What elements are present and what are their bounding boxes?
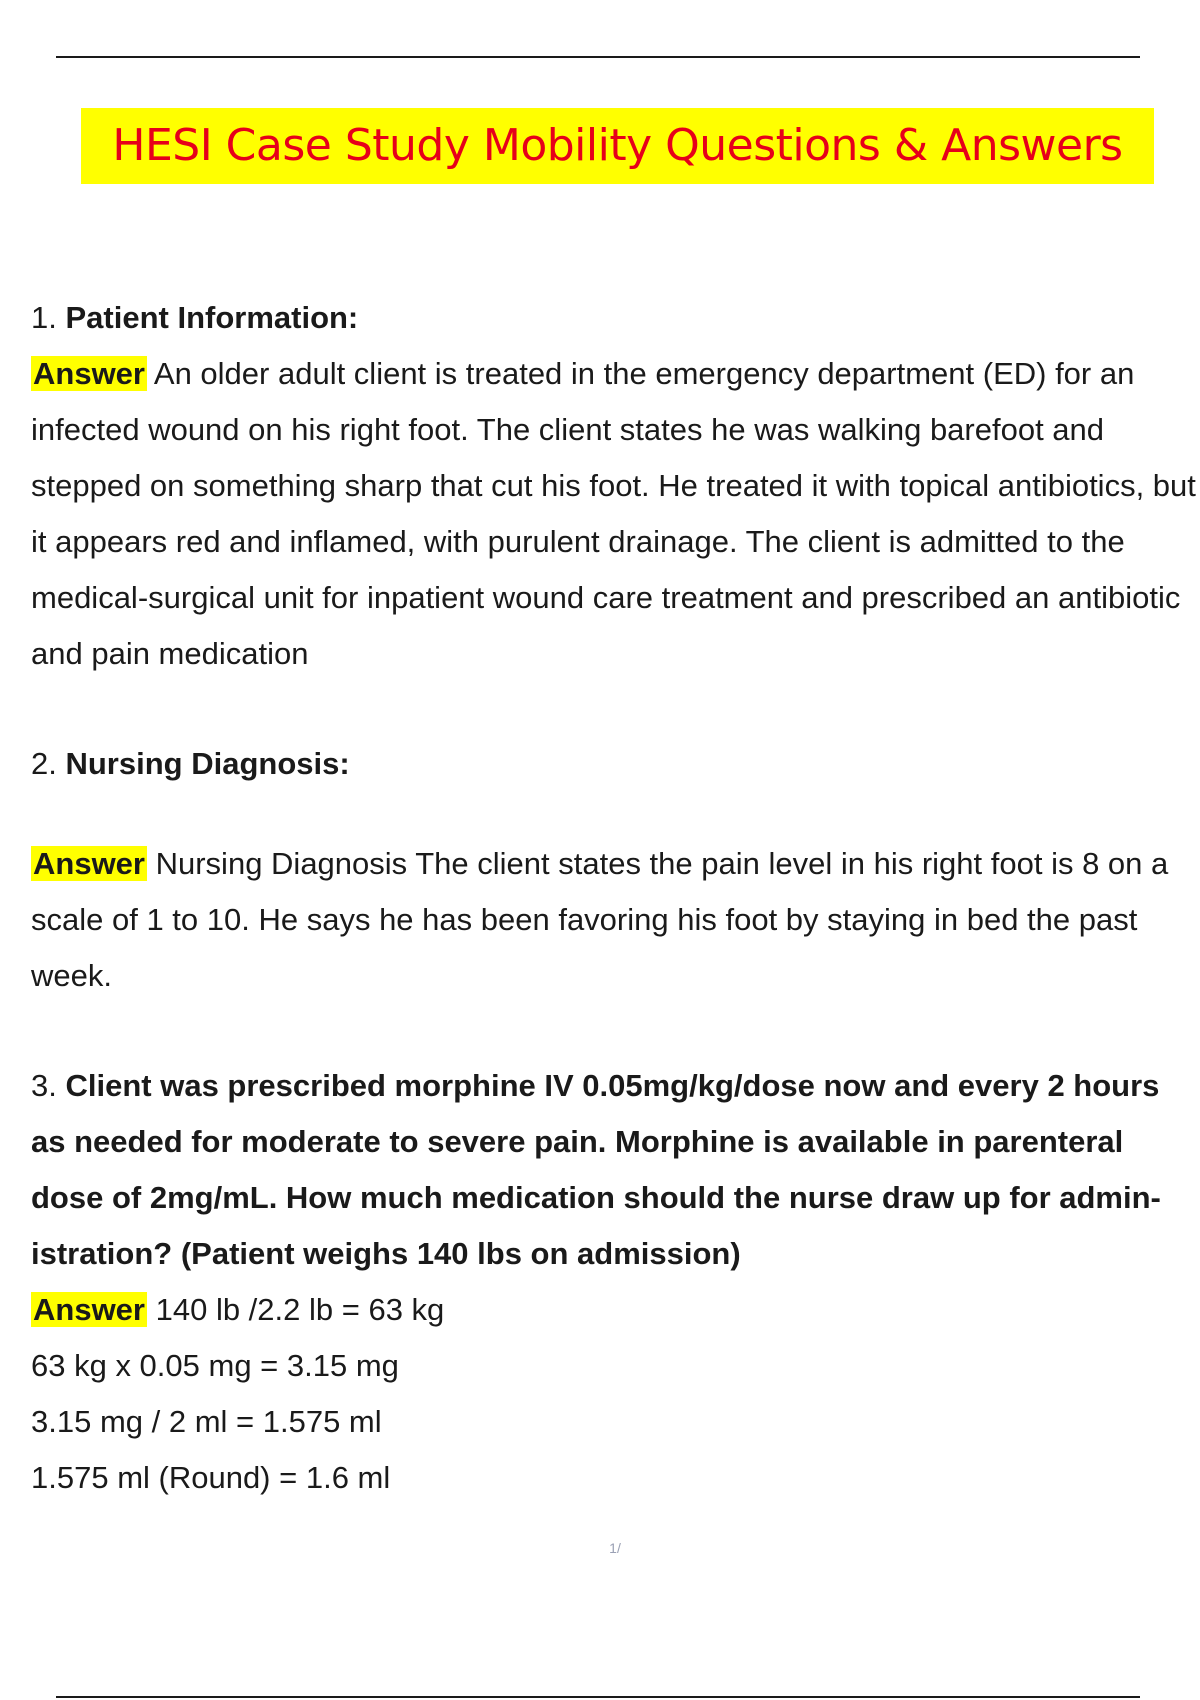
question-2-heading xyxy=(31,736,1200,792)
question-3-answer xyxy=(31,1282,1200,1338)
question-3-text: Client was prescribed morphine IV 0.05mg/kg/dose now and every 2 hours as needed for moderate to severe pain. Morphine is available in parenteral dose of 2mg/mL. How much medication should the nurse draw up for admin-istration? (Patient weighs 140 lbs on admission) xyxy=(31,1068,1161,1271)
document-title: HESI Case Study Mobility Questions & Answers xyxy=(112,120,1123,171)
question-3-number: 3. xyxy=(31,1068,57,1103)
page-number: 1/ xyxy=(609,1540,621,1556)
title-highlight xyxy=(81,108,1154,184)
calc-line-1: 140 lb /2.2 lb = 63 kg xyxy=(155,1292,445,1327)
calc-line-3: 3.15 mg / 2 ml = 1.575 ml xyxy=(31,1404,382,1439)
answer-label: Answer xyxy=(33,846,145,881)
question-1-answer xyxy=(31,346,1200,682)
bottom-rule xyxy=(56,1696,1140,1698)
question-2-answer-text: Nursing Diagnosis The client states the pain level in his right foot is 8 on a scale of 1 to 10. He says he has been favoring his foot by staying in bed the past week. xyxy=(31,846,1169,993)
calc-line-4: 1.575 ml (Round) = 1.6 ml xyxy=(31,1460,391,1495)
question-1-text: Patient Information: xyxy=(65,300,359,335)
answer-label: Answer xyxy=(33,356,145,391)
question-2-text: Nursing Diagnosis: xyxy=(65,746,350,781)
top-rule xyxy=(56,56,1140,58)
question-1-heading xyxy=(31,290,1200,346)
question-3-heading xyxy=(31,1058,1200,1282)
calc-line-2: 63 kg x 0.05 mg = 3.15 mg xyxy=(31,1348,399,1383)
question-2-number: 2. xyxy=(31,746,57,781)
question-1-answer-text: An older adult client is treated in the emergency department (ED) for an infected wound on his right foot. The client states he was walking barefoot and stepped on something sharp that cut his foot. He treated it with topical antibiotics, but it appears red and inflamed, with purulent drainage. The client is admitted to the medical-surgical unit for inpatient wound care treatment and prescribed an antibiotic and pain medication xyxy=(31,356,1196,671)
answer-label: Answer xyxy=(33,1292,145,1327)
question-1-number: 1. xyxy=(31,300,57,335)
question-2-answer xyxy=(31,836,1200,1004)
document-body xyxy=(31,290,1200,1506)
